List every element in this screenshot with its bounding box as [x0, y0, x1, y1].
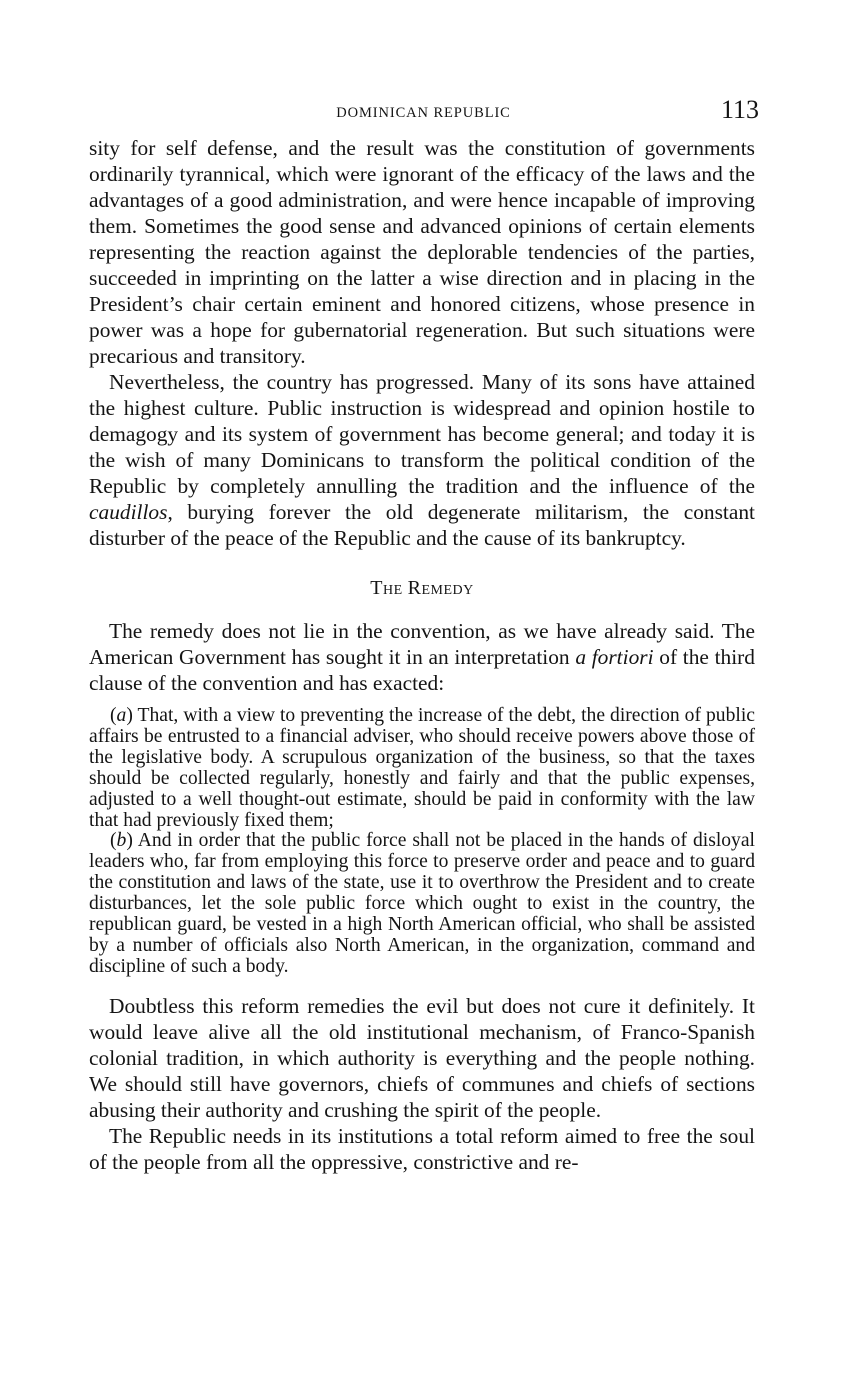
item-marker: a: [116, 705, 127, 726]
body-paragraph: Doubtless this reform remedies the evil but does not cure it definitely. It would leave alive all the old institutional mechanism, of Franco-Spanish colonial tradition, in which authority is everything and the people nothing. We should still have governors, chiefs of communes and chiefs of sections abusing their authority and crushing the spirit of the people.: [89, 993, 755, 1122]
italic-term: caudillos: [89, 500, 168, 524]
body-paragraph: [89, 369, 755, 551]
block-quote: [89, 706, 755, 978]
paragraph-text: The remedy does not lie in the convention, as we have already said. The American Government has sought it in an interpretation: [89, 619, 755, 669]
quote-item-text: And in order that the public force shall not be placed in the hands of disloyal leaders who, far from employing this force to preserve order and peace and to guard the constitution and laws of the state, use it to overthrow the President and to create disturbances, let the sole public force which ought to exist in the country, the republican guard, be vested in a high North American official, who shall be assisted by a number of officials also North American, in the organization, command and discipline of such a body.: [89, 830, 755, 977]
running-head: DOMINICAN REPUBLIC: [336, 105, 511, 121]
body-paragraph: The Republic needs in its institutions a total reform aimed to free the soul of the people from all the oppressive, constrictive and re-: [89, 1123, 755, 1174]
quote-item: (a) That, with a view to preventing the increase of the debt, the direction of public affairs be entrusted to a financial adviser, who should receive powers above those of the legislative body. A scrupulous organization of the business, so that the taxes should be collected regularly, honestly and fairly and that the public expenses, adjusted to a well thought-out estimate, should be paid in conformity with the law that had previously fixed them;: [89, 705, 755, 831]
body-paragraph: [89, 618, 755, 696]
paragraph-text: Nevertheless, the country has progressed. Many of its sons have attained the highest culture. Public instruction is widespread and opinion hostile to demagogy and its system of government has become general; and today it is the wish of many Dominicans to transform the political condition of the Republic by completely annulling the tradition and the influence of the: [89, 370, 755, 498]
book-page: [89, 95, 759, 1175]
body-paragraph: sity for self defense, and the result was the constitution of governments ordinarily tyrannical, which were ignorant of the efficacy of the laws and the advantages of a good administration, and were hence incapable of improving them. Sometimes the good sense and advanced opinions of certain elements representing the reaction against the deplorable tendencies of the parties, succeeded in imprinting on the latter a wise direction and in placing in the President’s chair certain eminent and honored citizens, whose presence in power was a hope for gubernatorial regeneration. But such situations were precarious and transitory.: [89, 136, 755, 368]
quote-item-text: That, with a view to preventing the increase of the debt, the direction of public affairs be entrusted to a financial adviser, who should receive powers above those of the legislative body. A scrupulous organization of the business, so that the taxes should be collected regularly, honestly and fairly and that the public expenses, adjusted to a well thought-out estimate, should be paid in conformity with the law that had previously fixed them;: [89, 705, 755, 831]
paragraph-text: of the third clause of the convention and has exacted:: [89, 645, 755, 695]
italic-term: a fortiori: [575, 645, 654, 669]
page-header: [89, 95, 759, 126]
quote-item: (b) And in order that the public force shall not be placed in the hands of disloyal leaders who, far from employing this force to preserve order and peace and to guard the constitution and laws of the state, use it to overthrow the President and to create disturbances, let the sole public force which ought to exist in the country, the republican guard, be vested in a high North American official, who shall be assisted by a number of officials also North American, in the organization, command and discipline of such a body.: [89, 830, 755, 977]
item-marker: b: [116, 830, 127, 852]
paragraph-text: , burying forever the old degenerate militarism, the constant disturber of the peace of the Republic and the cause of its bankruptcy.: [89, 500, 755, 550]
section-heading: THE REMEDY: [370, 577, 474, 599]
page-number: 113: [720, 95, 759, 124]
